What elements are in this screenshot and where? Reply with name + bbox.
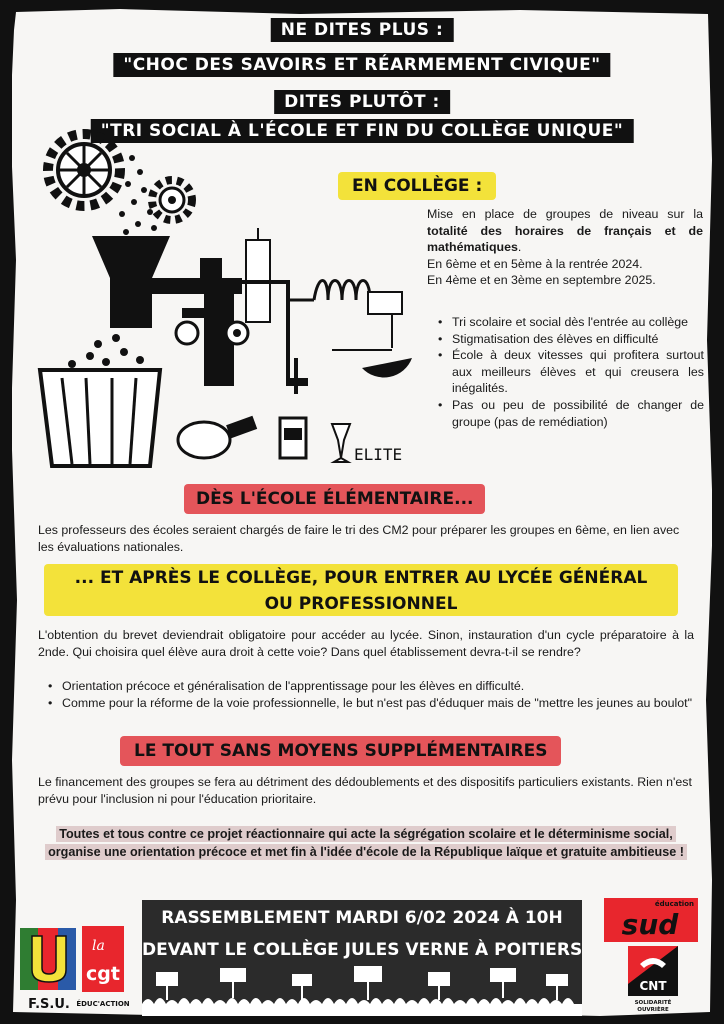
header-line-3: DITES PLUTÔT : xyxy=(274,90,450,114)
list-item: • Pas ou peu de possibilité de changer de groupe (pas de remédiation) xyxy=(438,397,704,430)
college-intro-text: Mise en place de groupes de niveau sur la xyxy=(427,207,703,221)
college-title: EN COLLÈGE : xyxy=(338,172,496,200)
fsu-logo xyxy=(18,922,80,1014)
college-line-2: En 6ème et en 5ème à la rentrée 2024. xyxy=(427,256,643,271)
lycee-bullets xyxy=(48,678,694,712)
header-line-2: "CHOC DES SAVOIRS ET RÉARMEMENT CIVIQUE" xyxy=(113,53,610,77)
crowd-silhouette xyxy=(142,964,582,1016)
college-bullets xyxy=(438,314,704,430)
header-line-4: "TRI SOCIAL À L'ÉCOLE ET FIN DU COLLÈGE UNIQUE" xyxy=(91,119,634,143)
lycee-title-line-2: OU PROFESSIONNEL xyxy=(264,594,458,614)
cgt-label: cgt xyxy=(86,963,120,985)
cnt-logo xyxy=(626,944,680,1014)
fsu-label: F.S.U. xyxy=(28,997,70,1012)
college-intro-end: . xyxy=(517,240,522,255)
cgt-small-label: la xyxy=(92,938,105,954)
gear-icon xyxy=(48,134,120,206)
cnt-sub-2: OUVRIÈRE xyxy=(637,1007,669,1013)
rally-line-2: DEVANT LE COLLÈGE JULES VERNE À POITIERS xyxy=(142,940,583,960)
sud-small-label: éducation xyxy=(654,900,694,908)
lycee-title-line-1: ... ET APRÈS LE COLLÈGE, POUR ENTRER AU LYCÉE GÉNÉRAL xyxy=(74,568,648,588)
cnt-sub-1: SOLIDARITÉ xyxy=(634,1000,672,1006)
moyens-title: LE TOUT SANS MOYENS SUPPLÉMENTAIRES xyxy=(120,736,561,766)
list-item: • Tri scolaire et social dès l'entrée au collège xyxy=(438,314,704,331)
college-intro-bold: totalité des horaires de français et de mathématiques xyxy=(427,223,703,255)
sud-logo xyxy=(600,896,700,944)
sud-label: sud xyxy=(621,908,679,941)
list-item: • École à deux vitesses qui profitera surtout aux meilleurs élèves et qui creusera les inégalités. xyxy=(438,347,704,397)
cgt-logo xyxy=(76,920,130,1016)
callout xyxy=(38,826,694,861)
college-line-3: En 4ème et en 3ème en septembre 2025. xyxy=(427,273,656,288)
list-item: • Stigmatisation des élèves en difficulté xyxy=(438,331,704,348)
cnt-label: CNT xyxy=(639,979,667,993)
moyens-text: Le financement des groupes se fera au détriment des dédoublements et des dispositifs particuliers existants. Rien n'est prévu pour l'inclusion ni pour l'éducation prioritaire. xyxy=(38,775,692,806)
list-item: • Comme pour la réforme de la voie professionnelle, le but n'est pas d'éduquer mais de "mettre les jeunes au boulot" xyxy=(48,695,694,712)
rally-line-1: RASSEMBLEMENT MARDI 6/02 2024 À 10H xyxy=(161,908,563,928)
callout-text: Toutes et tous contre ce projet réactionnaire qui acte la ségrégation scolaire et le déterminisme social, organise une orientation précoce et met fin à l'idée d'école de la République laïque et gratuite ambitieuse ! xyxy=(45,826,687,860)
header-line-1: NE DITES PLUS : xyxy=(271,18,454,42)
elementaire-title: DÈS L'ÉCOLE ÉLÉMENTAIRE... xyxy=(184,484,485,514)
elementaire-text: Les professeurs des écoles seraient chargés de faire le tri des CM2 pour préparer les groupes en 6ème, en lien avec les évaluations nationales. xyxy=(38,523,680,554)
lycee-text: L'obtention du brevet deviendrait obligatoire pour accéder au lycée. Sinon, instauration d'un cycle préparatoire à la 2nde. Qui choisira quel élève aura droit à cette voie? Dans quel établissement devra-t-il se rendre? xyxy=(38,628,694,659)
cgt-sub-label: ÉDUC'ACTION xyxy=(76,1000,130,1008)
college-intro xyxy=(427,206,703,289)
rally-banner xyxy=(142,900,582,1016)
list-item: • Orientation précoce et généralisation de l'apprentissage pour les élèves en difficulté. xyxy=(48,678,694,695)
elite-label: ELITE xyxy=(354,445,403,464)
gear-icon xyxy=(152,180,192,220)
